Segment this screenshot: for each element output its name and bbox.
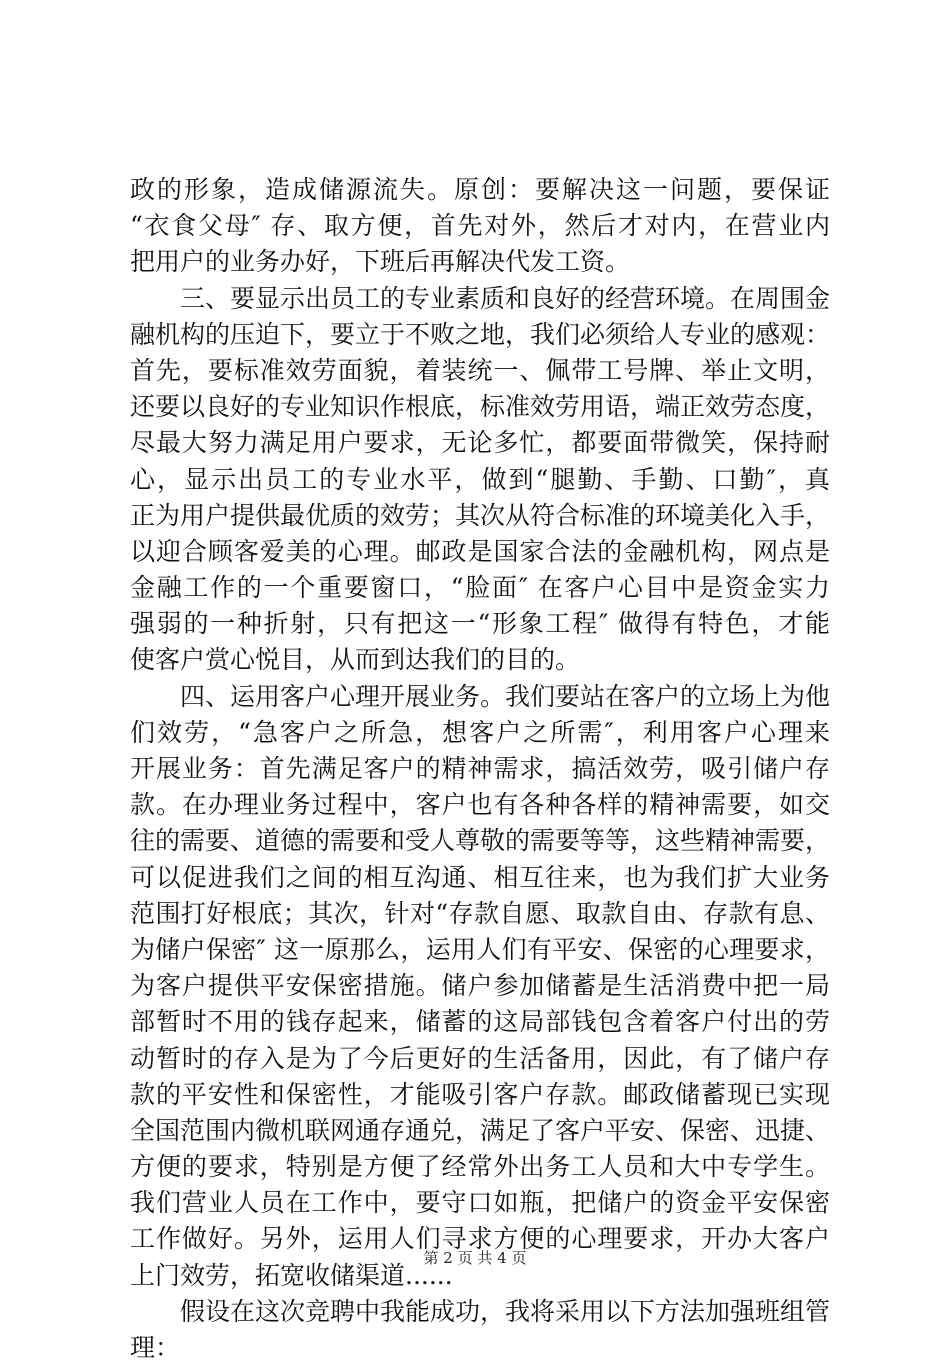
text-line: 心，显示出员工的专业水平，做到“腿勤、手勤、口勤″，真 [130,464,830,494]
page-footer: 第 2 页 共 4 页 [423,1249,527,1267]
text-line: 为储户保密″ 这一原那么，运用人们有平安、保密的心理要求， [130,934,830,964]
text-line: 我们营业人员在工作中，要守口如瓶，把储户的资金平安保密 [130,1188,830,1218]
text-line: 融机构的压迫下，要立于不败之地，我们必须给人专业的感观： [130,319,831,349]
text-line: 开展业务：首先满足客户的精神需求，搞活效劳，吸引储户存 [130,754,830,783]
text-line: 正为用户提供最优质的效劳；其次从符合标准的环境美化入手， [130,500,831,530]
text-line: 以迎合顾客爱美的心理。邮政是国家合法的金融机构，网点是 [130,536,830,566]
text-line: 理： [130,1333,181,1362]
text-line: 尽最大努力满足用户要求，无论多忙，都要面带微笑，保持耐 [130,428,830,458]
text-line: 方便的要求，特别是方便了经常外出务工人员和大中专学生。 [130,1152,830,1182]
text-line: 把用户的业务办好，下班后再解决代发工资。 [130,247,631,277]
text-line: 三、要显示出员工的专业素质和良好的经营环境。在周围金 [180,283,831,313]
text-line: 动暂时的存入是为了今后更好的生活备用，因此，有了储户存 [130,1043,830,1073]
text-line: 款。在办理业务过程中，客户也有各种各样的精神需要，如交 [130,790,830,820]
text-line: 金融工作的一个重要窗口，“脸面″ 在客户心目中是资金实力 [130,573,830,603]
text-line: 四、运用客户心理开展业务。我们要站在客户的立场上为他 [180,681,831,711]
text-line: 为客户提供平安保密措施。储户参加储蓄是生活消费中把一局 [130,971,830,1001]
text-line: 首先，要标准效劳面貌，着装统一、佩带工号牌、举止文明， [130,355,830,385]
text-line: 全国范围内微机联网通存通兑，满足了客户平安、保密、迅捷、 [130,1115,831,1145]
text-line: 部暂时不用的钱存起来，储蓄的这局部钱包含着客户付出的劳 [130,1007,830,1037]
text-line: 还要以良好的专业知识作根底，标准效劳用语，端正效劳态度， [130,392,831,422]
text-line: 政的形象，造成储源流失。原创：要解决这一问题，要保证 [130,175,830,204]
text-line: 工作做好。另外，运用人们寻求方便的心理要求，开办大客户 [130,1224,830,1254]
text-line: 可以促进我们之间的相互沟通、相互往来，也为我们扩大业务 [130,862,830,892]
text-line: 们效劳，“急客户之所急，想客户之所需″，利用客户心理来 [130,717,830,747]
text-line: 使客户赏心悦目，从而到达我们的目的。 [130,645,581,675]
text-line: 范围打好根底；其次，针对“存款自愿、取款自由、存款有息、 [130,898,830,928]
text-line: 款的平安性和保密性，才能吸引客户存款。邮政储蓄现已实现 [130,1079,830,1109]
text-line: 上门效劳，拓宽收储渠道...... [130,1260,453,1290]
text-line: 强弱的一种折射，只有把这一“形象工程″ 做得有特色，才能 [130,609,830,639]
text-line: 往的需要、道德的需要和受人尊敬的需要等等，这些精神需要， [130,826,831,856]
text-line: “衣食父母″ 存、取方便，首先对外，然后才对内，在营业内 [130,211,830,241]
text-line: 假设在这次竞聘中我能成功，我将采用以下方法加强班组管 [180,1296,831,1326]
document-body [130,172,830,1366]
